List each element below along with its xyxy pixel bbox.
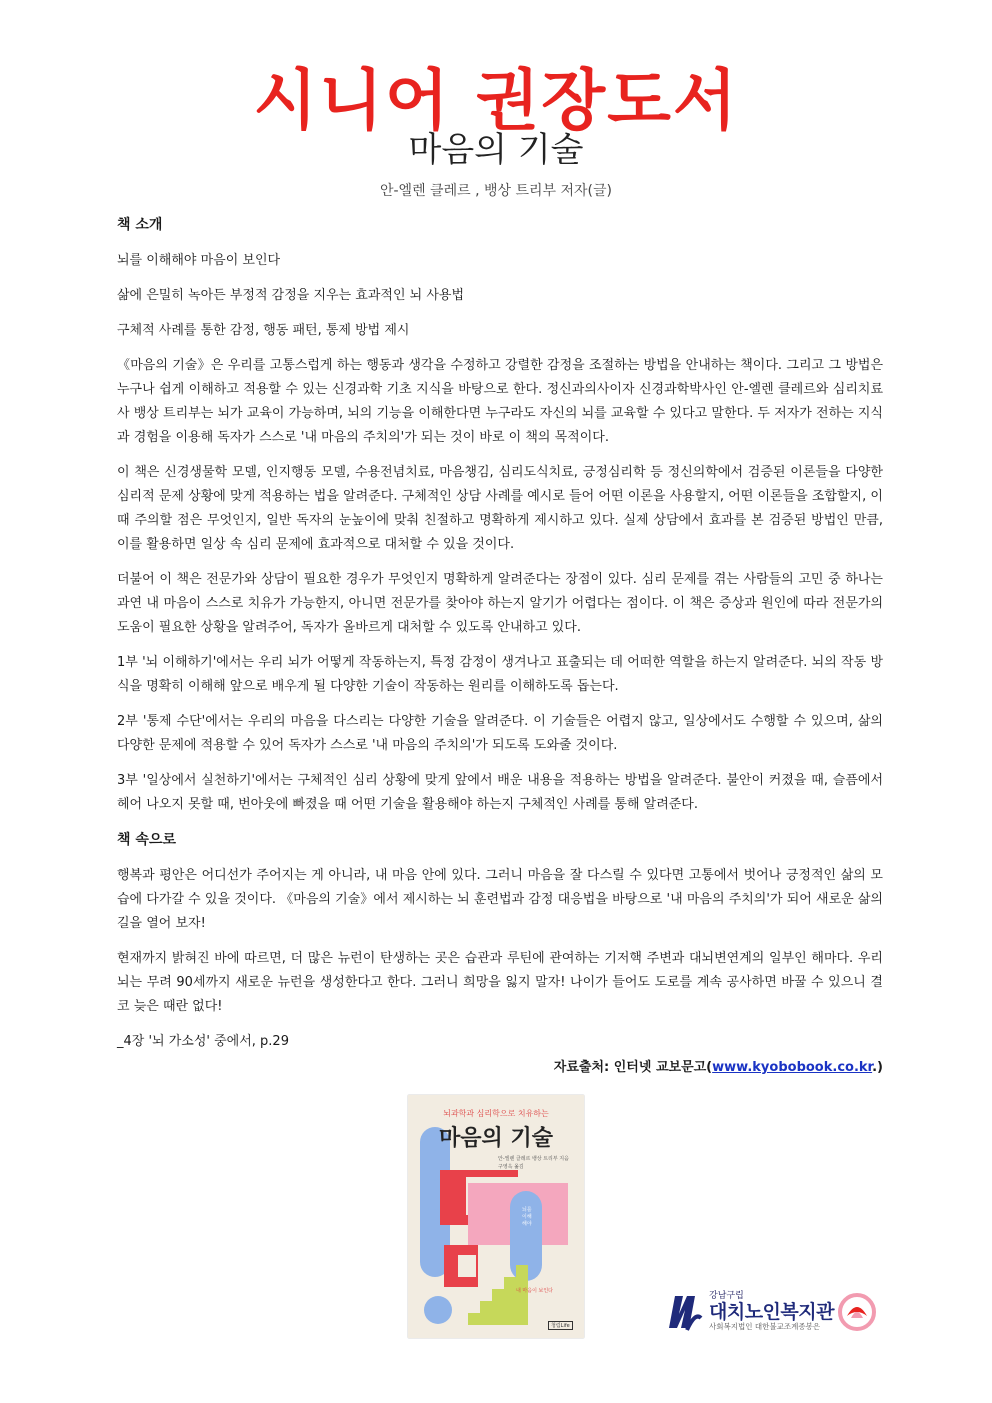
cover-translator: 구영옥 옮김 [498, 1164, 524, 1170]
logo-name: 대치노인복지관 [709, 1301, 834, 1323]
content-body [117, 213, 883, 1065]
intro-line: 삶에 은밀히 녹아든 부정적 감정을 지우는 효과적인 뇌 사용법 [117, 288, 465, 303]
source-label: 자료출처: 인터넷 교보문고( [553, 1060, 713, 1075]
intro-paragraph: 《마음의 기술》은 우리를 고통스럽게 하는 행동과 생각을 수정하고 강렬한 감정을 조절하는 방법을 안내하는 책이다. 그리고 그 방법은 누구나 쉽게 이해하고 적용할 수 있는 신경과학 기초 지식을 바탕으로 한다. 정신과의사이자 신경과학박사인 안-엘렌 클레르와 심리치료사 뱅상 트리부는 뇌가 교육이 가능하며, 뇌의 기능을 이해한다면 누구라도 자신의 뇌를 교육할 수 있다고 말한다. 두 저자가 전하는 지식과 경험을 이용해 독자가 스스로 '내 마음의 주치의'가 되는 것이 바로 이 책의 목적이다. [117, 358, 883, 445]
logo-district: 강남구립 [709, 1291, 744, 1301]
intro-line: 구체적 사례를 통한 감정, 행동 패턴, 통제 방법 제시 [117, 323, 410, 338]
cover-tagline: 내 마음이 보인다 [516, 1288, 553, 1294]
source-suffix: .) [872, 1060, 883, 1075]
intro-paragraph: 1부 '뇌 이해하기'에서는 우리 뇌가 어떻게 작동하는지, 특정 감정이 생겨나고 표출되는 데 어떠한 역할을 하는지 알려준다. 뇌의 작동 방식을 명확히 이해해 앞으로 배우게 될 다양한 기술이 작동하는 원리를 이해하도록 돕는다. [117, 655, 883, 694]
quote-citation: _4장 '뇌 가소성' 중에서, p.29 [117, 1034, 289, 1049]
cover-author-line: 안-엘렌 클레르 뱅상 트리부 지음 [498, 1156, 569, 1162]
lotus-icon [837, 1292, 877, 1332]
cover-title: 마음의 기술 [439, 1126, 553, 1151]
intro-paragraph: 3부 '일상에서 실천하기'에서는 구체적인 심리 상황에 맞게 앞에서 배운 내용을 적용하는 방법을 알려준다. 불안이 커졌을 때, 슬픔에서 헤어 나오지 못할 때, 번아웃에 빠졌을 때 어떤 기술을 활용해야 하는지 구체적인 사례를 통해 알려준다. [117, 773, 883, 812]
cover-subtitle: 뇌과학과 심리학으로 치유하는 [443, 1109, 549, 1118]
cover-authors [498, 1155, 569, 1171]
intro-paragraph: 더불어 이 책은 전문가와 상담이 필요한 경우가 무엇인지 명확하게 알려준다는 장점이 있다. 심리 문제를 겪는 사람들의 고민 중 하나는 과연 내 마음이 스스로 치유가 가능한지, 아니면 전문가를 찾아야 하는지 알기가 어렵다는 점이다. 이 책은 증상과 원인에 따라 전문가의 도움이 필요한 상황을 알려주어, 독자가 올바르게 대처할 수 있도록 안내하고 있다. [117, 572, 883, 635]
intro-paragraph: 2부 '통제 수단'에서는 우리의 마음을 다스리는 다양한 기술을 알려준다. 이 기술들은 어렵지 않고, 일상에서도 수행할 수 있으며, 삶의 다양한 문제에 적용할 수 있어 독자가 스스로 '내 마음의 주치의'가 되도록 도와줄 것이다. [117, 714, 883, 753]
source-link[interactable]: www.kyobobook.co.kr [712, 1060, 873, 1075]
logo-mark-icon [665, 1288, 705, 1334]
inside-heading: 책 속으로 [117, 832, 176, 848]
inside-paragraph: 행복과 평안은 어디선가 주어지는 게 아니라, 내 마음 안에 있다. 그러니 마음을 잘 다스릴 수 있다면 고통에서 벗어나 긍정적인 삶의 모습에 다가갈 수 있을 것이다. 《마음의 기술》에서 제시하는 뇌 훈련법과 감정 대응법을 바탕으로 '내 마음의 주치의'가 되어 새로운 삶의 길을 열어 보자! [117, 868, 883, 931]
cover-vertical-text: 뇌를 이해해야 [522, 1207, 532, 1227]
institution-logo [665, 1288, 880, 1334]
page-title: 시니어 권장도서 [253, 62, 739, 139]
source-credit [554, 1056, 883, 1075]
intro-line: 뇌를 이해해야 마음이 보인다 [117, 253, 281, 268]
book-title: 마음의 기술 [408, 130, 584, 170]
logo-corp: 사회복지법인 대한불교조계종봉은 [709, 1322, 821, 1331]
intro-heading: 책 소개 [117, 217, 163, 233]
intro-paragraph: 이 책은 신경생물학 모델, 인지행동 모델, 수용전념치료, 마음챙김, 심리도식치료, 긍정심리학 등 정신의학에서 검증된 이론들을 다양한 심리적 문제 상황에 맞게 적용하는 법을 알려준다. 구체적인 상담 사례를 예시로 들어 어떤 이론을 사용할지, 어떤 이론들을 조합할지, 이때 주의할 점은 무엇인지, 일반 독자의 눈높이에 맞춰 친절하고 명확하게 제시하고 있다. 실제 상담에서 효과를 본 검증된 방법인 만큼, 이를 활용하면 일상 속 심리 문제에 효과적으로 대처할 수 있을 것이다. [117, 465, 883, 552]
book-authors: 안-엘렌 클레르 , 뱅상 트리부 저자(글) [379, 183, 612, 199]
cover-publisher: 청림Life [548, 1321, 573, 1330]
inside-paragraph: 현재까지 밝혀진 바에 따르면, 더 많은 뉴런이 탄생하는 곳은 습관과 루틴에 관여하는 기저핵 주변과 대뇌변연계의 일부인 해마다. 우리 뇌는 무려 90세까지 새로운 뉴런을 생성한다고 한다. 그러니 희망을 잃지 말자! 나이가 들어도 도로를 계속 공사하면 바꿀 수 있으니 결코 늦은 때란 없다! [117, 951, 883, 1014]
book-cover-image [408, 1095, 584, 1338]
